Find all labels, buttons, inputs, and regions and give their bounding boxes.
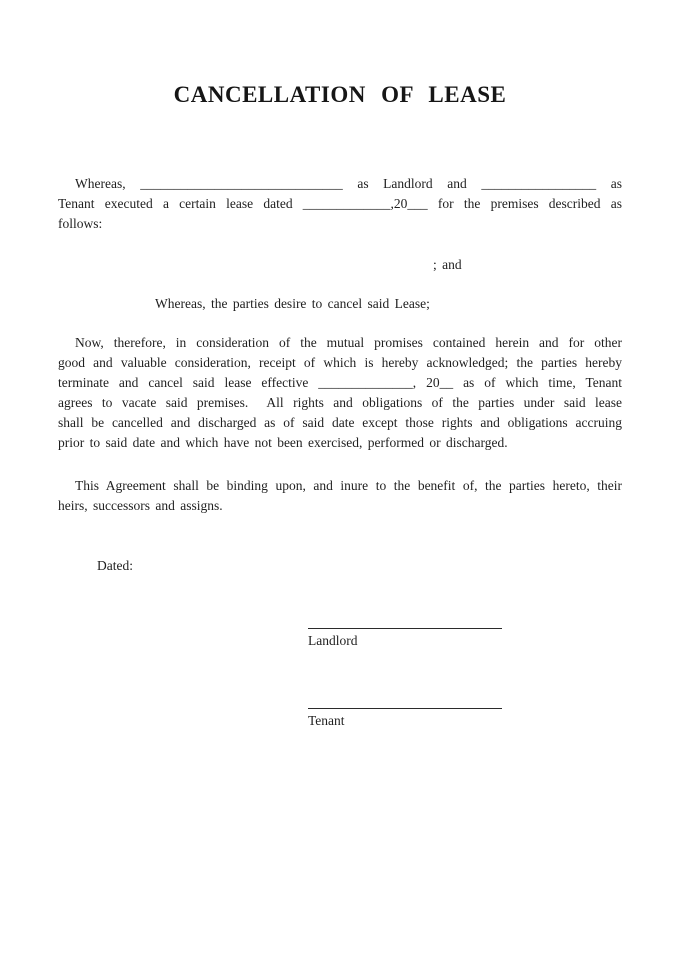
- tenant-signature-line: [308, 708, 502, 709]
- document-line: Whereas, ______________________________ as Landlord and _________________ as: [75, 176, 622, 191]
- document-line: heirs, successors and assigns.: [58, 498, 223, 513]
- document-line: agrees to vacate said premises. All rights and obligations of the parties under said lease: [58, 395, 622, 410]
- document-line: good and valuable consideration, receipt of which is hereby acknowledged; the parties hereby: [58, 355, 622, 370]
- document-line: This Agreement shall be binding upon, and inure to the benefit of, the parties hereto, their: [75, 478, 622, 493]
- document-line: Now, therefore, in consideration of the mutual promises contained herein and for other: [75, 335, 622, 350]
- binding-paragraph: [58, 476, 622, 516]
- document-line: prior to said date and which have not been exercised, performed or discharged.: [58, 435, 508, 450]
- document-line: follows:: [58, 216, 103, 231]
- tenant-signature-block: [308, 708, 622, 731]
- landlord-label: Landlord: [308, 633, 358, 648]
- intro-paragraph: [58, 174, 622, 234]
- now-therefore-paragraph: [58, 333, 622, 453]
- tenant-label: Tenant: [308, 713, 345, 728]
- landlord-signature-line: [308, 628, 502, 629]
- document-line: terminate and cancel said lease effective ______________, 20__ as of which time, Tenant: [58, 375, 622, 390]
- document-line: Tenant executed a certain lease dated _____________,20___ for the premises described as: [58, 196, 622, 211]
- landlord-signature-block: [308, 628, 622, 651]
- signature-area: [308, 628, 622, 731]
- whereas-cancel-clause: Whereas, the parties desire to cancel said Lease;: [155, 296, 430, 311]
- document-line: shall be cancelled and discharged as of said date except those rights and obligations accruing: [58, 415, 622, 430]
- document-title: CANCELLATION OF LEASE: [173, 82, 507, 107]
- and-clause: ; and: [433, 257, 462, 272]
- dated-label: Dated:: [97, 558, 133, 573]
